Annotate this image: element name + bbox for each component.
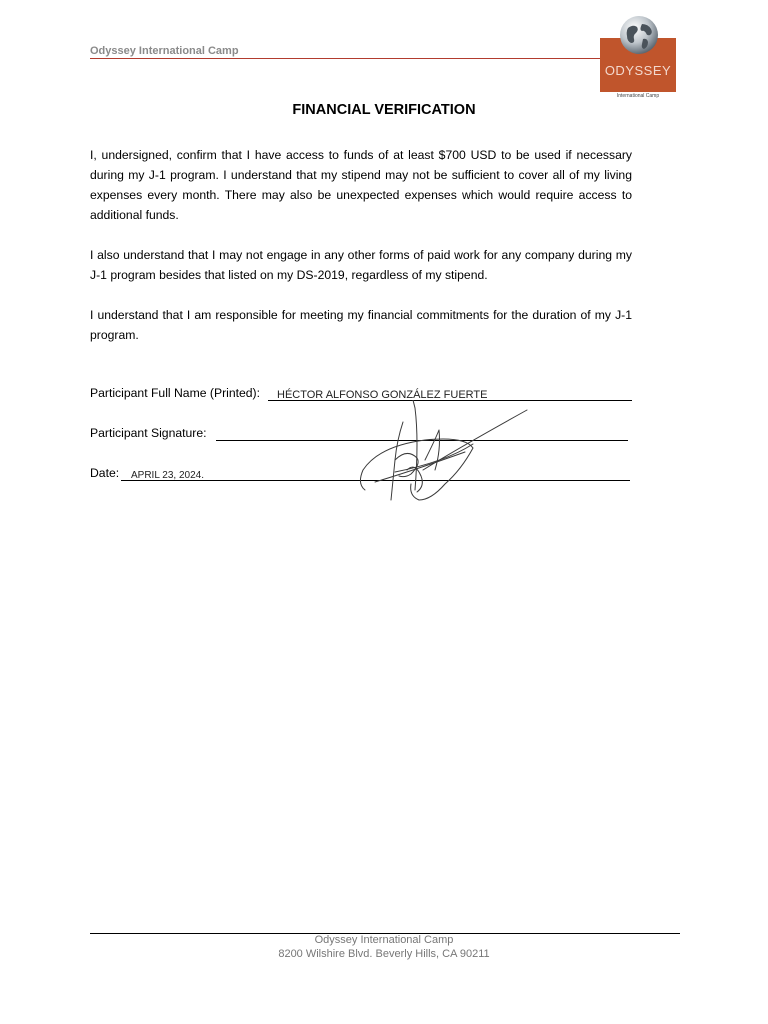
- date-label: Date:: [90, 466, 120, 480]
- logo-subtitle: International Camp: [616, 93, 660, 99]
- header-organization-name: Odyssey International Camp: [90, 45, 239, 57]
- paragraph-commitments: I understand that I am responsible for meeting my financial commitments for the duration of my J-1 program.: [90, 308, 632, 342]
- footer-address: 8200 Wilshire Blvd. Beverly Hills, CA 90211: [278, 948, 490, 960]
- name-value: HÉCTOR ALFONSO GONZÁLEZ FUERTE: [277, 389, 488, 401]
- signature-label: Participant Signature:: [90, 426, 207, 440]
- odyssey-logo: [600, 14, 676, 99]
- logo-wordmark: ODYSSEY: [604, 63, 672, 78]
- globe-icon: [618, 14, 660, 56]
- name-label: Participant Full Name (Printed):: [90, 386, 261, 400]
- footer-organization: Odyssey International Camp: [314, 934, 454, 946]
- handwritten-signature: [355, 400, 535, 510]
- document-title: FINANCIAL VERIFICATION: [292, 102, 476, 118]
- paragraph-funds: I, undersigned, confirm that I have access to funds of at least $700 USD to be used if necessary during my J-1 program. I understand that my stipend may not be sufficient to cover all of my living expenses every month. There may also be unexpected expenses which would require access to additional funds.: [90, 148, 632, 222]
- header-divider: [90, 58, 602, 59]
- date-value: APRIL 23, 2024.: [131, 470, 205, 481]
- paragraph-work: I also understand that I may not engage in any other forms of paid work for any company during my J-1 program besides that listed on my DS-2019, regardless of my stipend.: [90, 248, 632, 282]
